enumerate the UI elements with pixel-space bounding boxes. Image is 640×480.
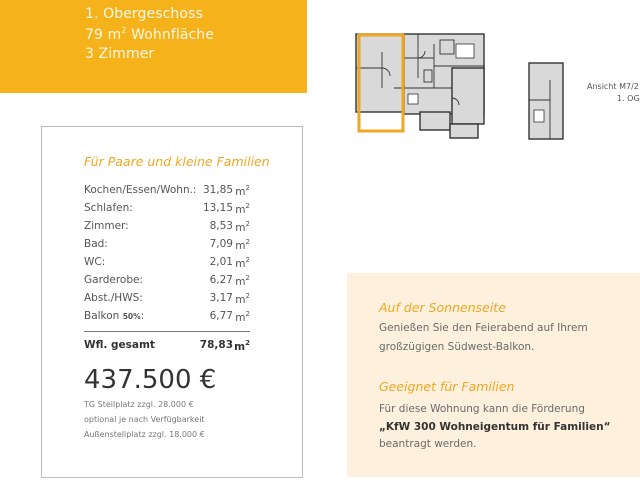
room-row-garderobe: Garderobe: 6,27 $m^2$ — [84, 274, 250, 288]
room-row-schlafen: Schlafen: 13,15 $m^2$ — [84, 202, 250, 216]
availability-note: optional je nach Verfügbarkeit — [84, 415, 205, 424]
room-row-wc: WC: 2,01 $m^2$ — [84, 256, 250, 270]
rooms-label: 3 Zimmer — [85, 46, 155, 62]
outdoor-parking-note: Außenstellplatz zzgl. 18.000 € — [84, 430, 205, 439]
info-text-sun-2: großzügigen Südwest-Balkon. — [379, 341, 535, 353]
room-row-zimmer: Zimmer: 8,53 $m^2$ — [84, 220, 250, 234]
room-row-bad: Bad: 7,09 $m^2$ — [84, 238, 250, 252]
info-text-family-1: Für diese Wohnung kann die Förderung — [379, 403, 585, 415]
info-box — [347, 273, 640, 477]
info-heading-sun: Auf der Sonnenseite — [379, 300, 506, 315]
view-label-plan: Ansicht M7/2 — [587, 82, 639, 91]
parking-note: TG Stellplatz zzgl. 28.000 € — [84, 400, 194, 409]
floor-plan-image — [352, 28, 492, 143]
room-row-kochen: Kochen/Essen/Wohn.: 31,85 $m^2$ — [84, 184, 250, 198]
apartment-details-card — [41, 126, 303, 478]
building-view-image — [526, 60, 566, 142]
floor-label: 1. Obergeschoss — [85, 6, 203, 22]
card-title: Für Paare und kleine Familien — [84, 154, 270, 169]
info-text-family-2: „KfW 300 Wohneigentum für Familien“ — [379, 421, 611, 433]
room-row-balkon: Balkon 50%: 6,77 $m^2$ — [84, 310, 250, 324]
total-divider — [84, 331, 250, 332]
price: 437.500 € — [84, 365, 217, 395]
info-heading-family: Geeignet für Familien — [379, 379, 515, 394]
room-row-abstellraum: Abst./HWS: 3,17 $m^2$ — [84, 292, 250, 306]
area-label: 79 $m^2$ Wohnfläche — [85, 26, 214, 43]
info-text-family-3: beantragt werden. — [379, 438, 477, 450]
info-text-sun-1: Genießen Sie den Feierabend auf Ihrem — [379, 322, 588, 334]
header-banner — [0, 0, 307, 93]
total-area-row: Wfl. gesamt 78,83 $m^2$ — [84, 339, 250, 353]
view-label-floor: 1. OG — [617, 94, 640, 103]
